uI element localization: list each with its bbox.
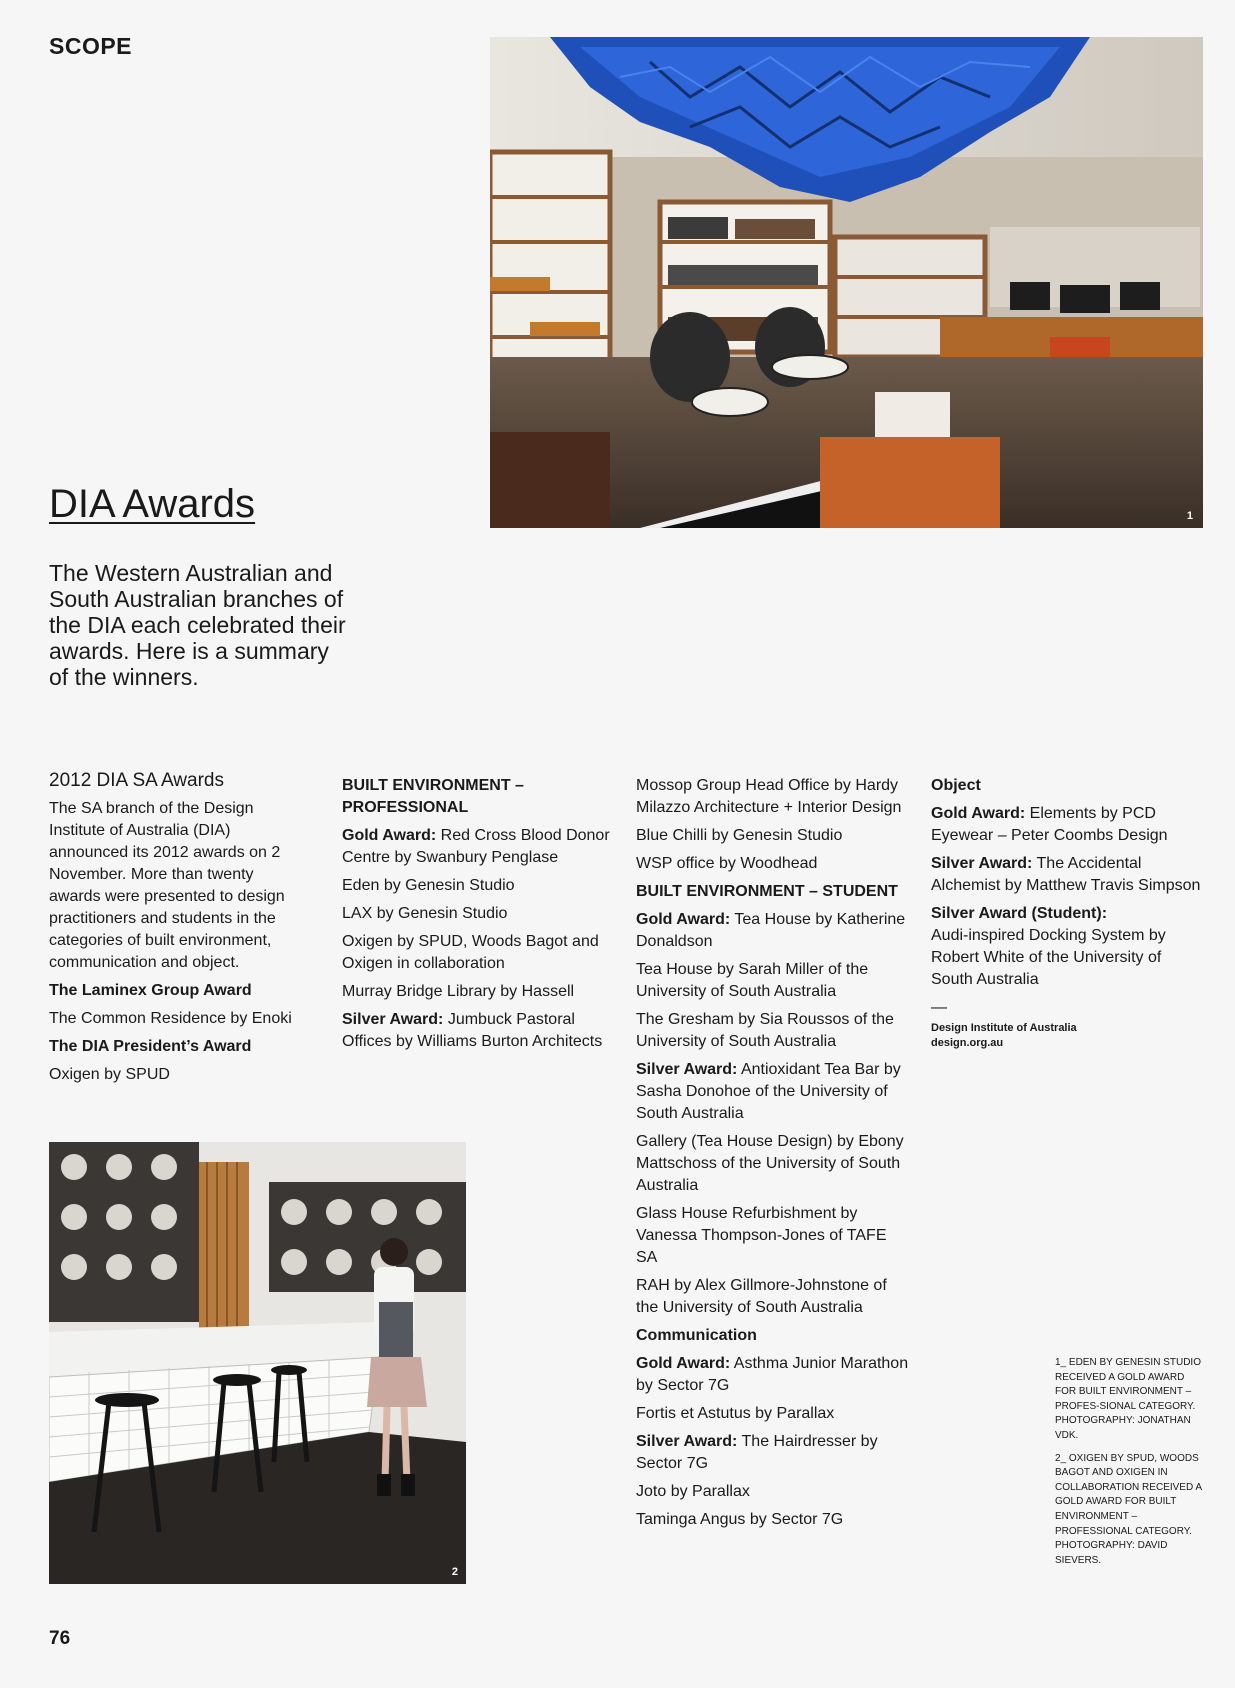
- award-label: Silver Award:: [342, 1011, 444, 1028]
- laminex-award-heading: The Laminex Group Award: [49, 982, 252, 999]
- office-interior-photo: [490, 37, 1203, 528]
- caption-2: 2_ OXIGEN BY SPUD, WOODS BAGOT AND OXIGEN IN COLLABORATION RECEIVED A GOLD AWARD FOR BUILT ENVIRONMENT – PROFESSIONAL CATEGORY. PHOTOGRAPHY: DAVID SIEVERS.: [1055, 1452, 1202, 1566]
- article-intro: The Western Australian and South Australian branches of the DIA each celebrated their awards. Here is a summary of the winners.: [49, 560, 346, 690]
- list-item: Gallery (Tea House Design) by Ebony Mattschoss of the University of South Australia: [636, 1133, 904, 1194]
- award-text: Antioxidant Tea Bar by Sasha Donohoe of the University of South Australia: [636, 1061, 901, 1122]
- award-entry: [636, 1353, 911, 1397]
- laminex-award-winner: The Common Residence by Enoki: [49, 1010, 292, 1027]
- list-item: LAX by Genesin Studio: [342, 905, 508, 922]
- category-heading: Object: [931, 777, 981, 794]
- credit-url: design.org.au: [931, 1037, 1004, 1049]
- credit-name: Design Institute of Australia: [931, 1022, 1077, 1034]
- award-entry: [342, 825, 617, 869]
- president-award-winner: Oxigen by SPUD: [49, 1066, 170, 1083]
- office-interior-illustration: [490, 37, 1203, 528]
- list-item: Murray Bridge Library by Hassell: [342, 983, 575, 1000]
- section-label: SCOPE: [49, 33, 133, 59]
- list-item: Glass House Refurbishment by Vanessa Thompson-Jones of TAFE SA: [636, 1205, 887, 1266]
- award-text: Elements by PCD Eyewear – Peter Coombs Design: [931, 805, 1168, 844]
- award-label: Silver Award (Student):: [931, 905, 1108, 922]
- cafe-interior-photo: [49, 1142, 466, 1584]
- award-text: The Hairdresser by Sector 7G: [636, 1433, 878, 1472]
- category-heading: BUILT ENVIRONMENT – STUDENT: [636, 883, 898, 900]
- award-entry: [931, 853, 1201, 897]
- award-text: The Accidental Alchemist by Matthew Travis Simpson: [931, 855, 1201, 894]
- award-entry: [636, 1431, 911, 1475]
- list-item: Eden by Genesin Studio: [342, 877, 515, 894]
- award-entry: [931, 803, 1201, 847]
- column-built-environment-professional: [342, 775, 617, 1059]
- list-item: Taminga Angus by Sector 7G: [636, 1511, 844, 1528]
- list-item: Tea House by Sarah Miller of the University of South Australia: [636, 961, 869, 1000]
- photo-number: 1: [1186, 510, 1193, 522]
- award-label: Silver Award:: [931, 855, 1033, 872]
- column-sa-awards: [49, 770, 309, 1092]
- award-entry: [636, 909, 911, 953]
- award-text: Tea House by Katherine Donaldson: [636, 911, 906, 950]
- photo-captions: [1055, 1356, 1205, 1576]
- column-object: [931, 775, 1201, 1057]
- cafe-interior-illustration: [49, 1142, 466, 1584]
- article-title: DIA Awards: [49, 482, 256, 526]
- award-label: Gold Award:: [636, 911, 731, 928]
- caption-1: 1_ EDEN BY GENESIN STUDIO RECEIVED A GOLD AWARD FOR BUILT ENVIRONMENT – PROFES-SIONAL CATEGORY. PHOTOGRAPHY: JONATHAN VDK.: [1055, 1357, 1201, 1441]
- list-item: Fortis et Astutus by Parallax: [636, 1405, 835, 1422]
- president-award-heading: The DIA President’s Award: [49, 1038, 252, 1055]
- page-number: 76: [49, 1628, 71, 1649]
- sa-awards-subtitle: 2012 DIA SA Awards: [49, 770, 224, 791]
- award-label: Silver Award:: [636, 1061, 738, 1078]
- photo-number: 2: [451, 1566, 458, 1578]
- award-text: Audi-inspired Docking System by Robert White of the University of South Australia: [931, 927, 1166, 988]
- list-item: Mossop Group Head Office by Hardy Milazzo Architecture + Interior Design: [636, 777, 902, 816]
- dash-divider: —: [931, 999, 947, 1016]
- award-entry: [636, 1059, 911, 1125]
- sa-awards-body: The SA branch of the Design Institute of Australia (DIA) announced its 2012 awards on 2 November. More than twenty awards were presented to design practitioners and students in the categories of built environment, communication and object.: [49, 800, 285, 971]
- list-item: RAH by Alex Gillmore-Johnstone of the University of South Australia: [636, 1277, 887, 1316]
- award-label: Gold Award:: [342, 827, 437, 844]
- list-item: WSP office by Woodhead: [636, 855, 818, 872]
- award-label: Gold Award:: [636, 1355, 731, 1372]
- award-text: Red Cross Blood Donor Centre by Swanbury Penglase: [342, 827, 610, 866]
- award-label: Gold Award:: [931, 805, 1026, 822]
- list-item: Blue Chilli by Genesin Studio: [636, 827, 843, 844]
- award-text: Asthma Junior Marathon by Sector 7G: [636, 1355, 909, 1394]
- award-text: Jumbuck Pastoral Offices by Williams Burton Architects: [342, 1011, 603, 1050]
- award-label: Silver Award:: [636, 1433, 738, 1450]
- category-heading: Communication: [636, 1327, 757, 1344]
- list-item: The Gresham by Sia Roussos of the University of South Australia: [636, 1011, 894, 1050]
- column-student-communication: [636, 775, 911, 1537]
- category-heading: BUILT ENVIRONMENT – PROFESSIONAL: [342, 777, 524, 816]
- list-item: Joto by Parallax: [636, 1483, 750, 1500]
- award-entry: [342, 1009, 617, 1053]
- list-item: Oxigen by SPUD, Woods Bagot and Oxigen in collaboration: [342, 933, 599, 972]
